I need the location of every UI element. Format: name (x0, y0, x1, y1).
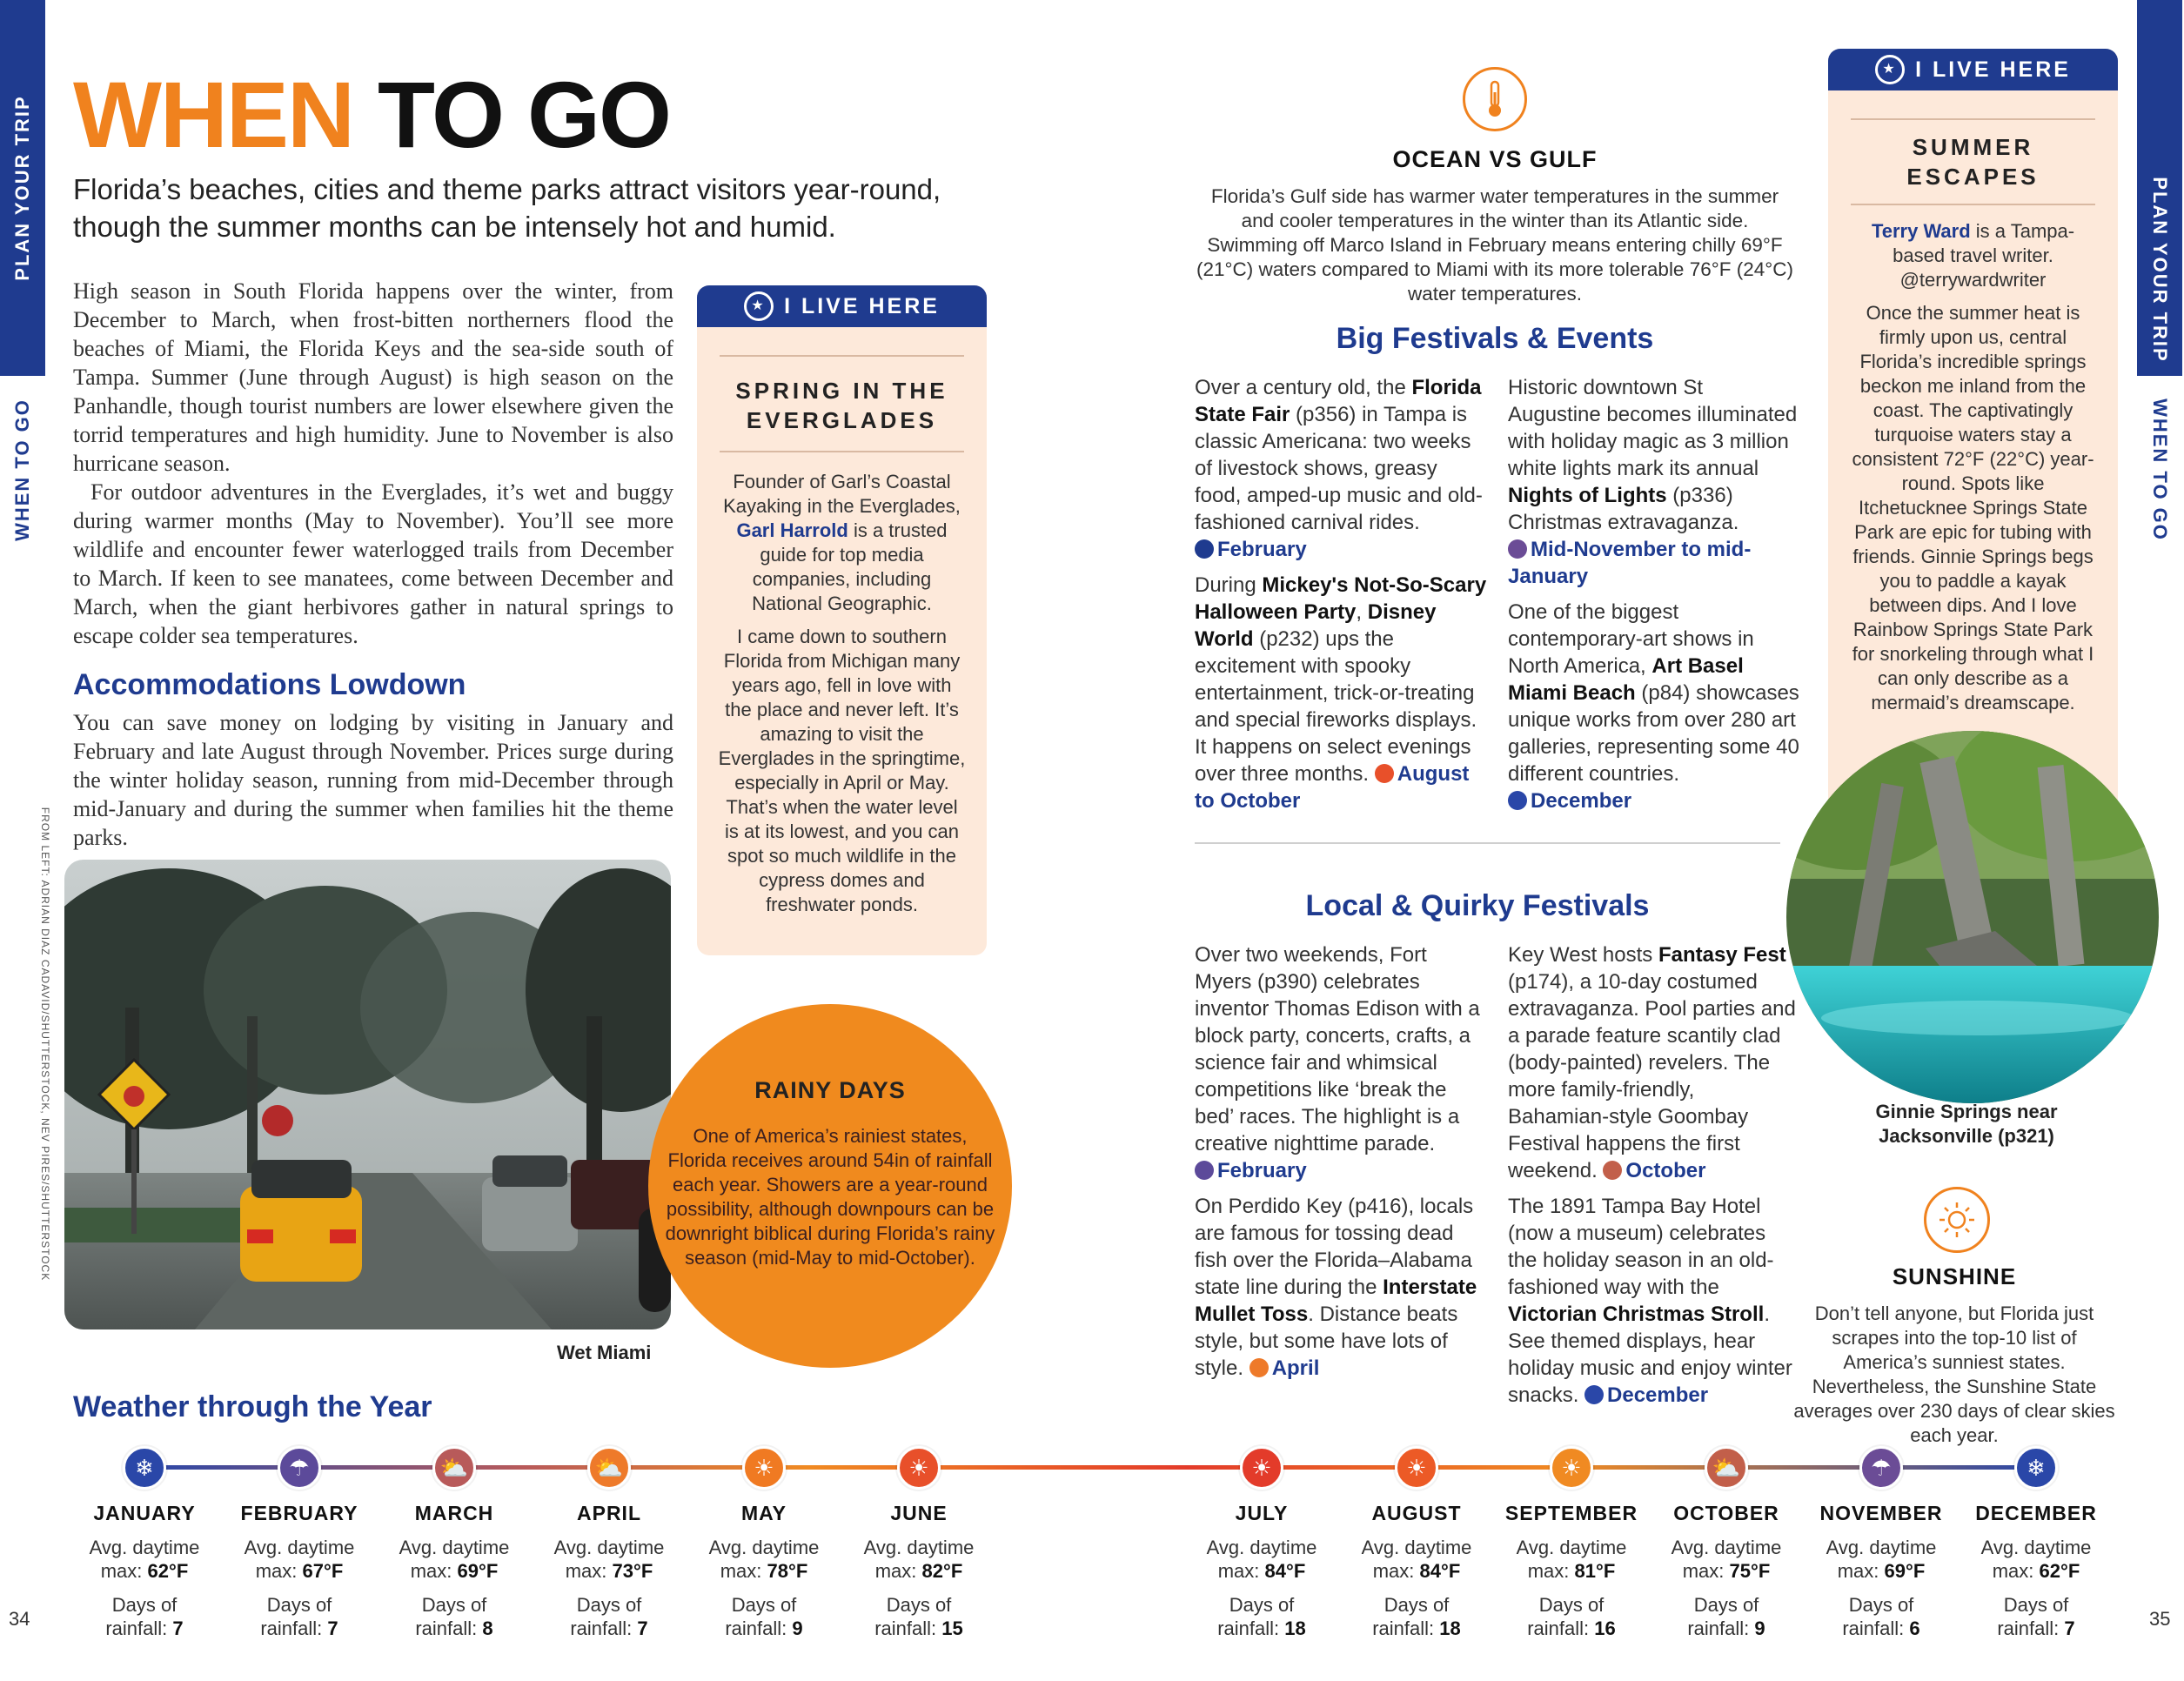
rain-days: Days of rainfall: 9 (725, 1594, 803, 1639)
festivals-divider (1195, 842, 1780, 844)
title-when: WHEN (73, 62, 353, 167)
avg-max-temp: Avg. daytime max: 84°F (1206, 1537, 1317, 1582)
date-august-october: August to October (1195, 762, 1470, 813)
weather-month-december (1962, 1502, 2110, 1640)
ginnie-springs-image (1786, 731, 2159, 1103)
weather-month-september (1497, 1502, 1645, 1640)
sun-icon: ☀ (742, 1446, 786, 1490)
nights-of-lights-item: Historic downtown St Augustine becomes illuminated with holiday magic as 3 million white lights mark its annual Nights of Lights (p336) Christmas extravaganza. Mid-November to mid-January (1508, 376, 1798, 588)
rain-days: Days of rainfall: 18 (1372, 1594, 1461, 1639)
date-december: December (1531, 789, 1632, 813)
avg-max-temp: Avg. daytime max: 62°F (89, 1537, 200, 1582)
live-here-quote: I came down to southern Florida from Michigan many years ago, fell in love with the place and never left. It’s amazing to visit the Everglades in the springtime, especially in April or May. That’s when the water level is at its lowest, and you can spot so much wildlife in the cypress domes and freshwater ponds. (718, 626, 966, 915)
live-here-header-label-2: I LIVE HERE (1915, 57, 2071, 82)
rain-days: Days of rainfall: 7 (1997, 1594, 2075, 1639)
page-number-right: 35 (2149, 1608, 2171, 1630)
live-here-intro: Founder of Garl’s Coastal Kayaking in the Everglades, (723, 471, 961, 517)
intro-paragraph-2: For outdoor adventures in the Everglades, it’s wet and buggy during warmer months (May to November). You’ll see more wildlife and encounter fewer waterlogged trails from December to March. If keen to see manatees, come between December and March, when the giant herbivores gather in natural springs to escape colder sea temperatures. (73, 479, 673, 648)
sun-icon: ☀ (1240, 1446, 1283, 1490)
live-here-title (697, 376, 987, 435)
rain-days: Days of rainfall: 15 (874, 1594, 963, 1639)
date-february: February (1217, 538, 1307, 561)
live-here-title-line2: EVERGLADES (746, 407, 938, 433)
month-name: NOVEMBER (1819, 1502, 1943, 1524)
ginnie-caption-line2: Jacksonville (p321) (1879, 1125, 2054, 1147)
weather-month-february (225, 1502, 373, 1640)
snowflake-date-icon (1508, 791, 1527, 810)
sun-cloud-date-icon (1249, 1358, 1269, 1377)
live-here-title-2-line2: ESCAPES (1906, 164, 2040, 190)
rain-days: Days of rainfall: 6 (1842, 1594, 1920, 1639)
sun-cloud-icon: ⛅ (1705, 1446, 1748, 1490)
lead-paragraph: Florida’s beaches, cities and theme parks attract visitors year-round, though the summer months can be intensely hot and humid. (73, 173, 941, 243)
terry-ward-name: Terry Ward (1871, 220, 1971, 242)
sunshine-title: SUNSHINE (1892, 1263, 2017, 1289)
weather-month-october (1652, 1502, 1800, 1640)
avg-max-temp: Avg. daytime max: 84°F (1361, 1537, 1472, 1582)
rain-cloud-icon: ☂ (1859, 1446, 1903, 1490)
month-name: AUGUST (1371, 1502, 1462, 1524)
wet-miami-photo (64, 860, 671, 1329)
date-april: April (1271, 1356, 1320, 1380)
ginnie-caption-line1: Ginnie Springs near (1875, 1101, 2058, 1122)
weather-month-june (845, 1502, 993, 1640)
christmas-stroll-item: The 1891 Tampa Bay Hotel (now a museum) celebrates the holiday season in an old-fashioned way with the Victorian Christmas Stroll. See themed displays, hear holiday music and enjoy winter snacks. December (1508, 1195, 1792, 1407)
title-to-go: TO GO (377, 62, 671, 167)
snowflake-icon: ❄ (123, 1446, 166, 1490)
weather-timeline (0, 1450, 2184, 1484)
thermometer-icon (1463, 67, 1527, 131)
accommodations-text: You can save money on lodging by visiting in January and February and late August through November. Prices surge during the winter holiday season, running from mid-December through mid-January and during the summer when families hit the theme parks. (73, 710, 673, 850)
timeline-bar (144, 1465, 2040, 1470)
live-here-title-2-line1: SUMMER (1912, 134, 2034, 160)
rain-days: Days of rainfall: 18 (1217, 1594, 1306, 1639)
avg-max-temp: Avg. daytime max: 67°F (244, 1537, 355, 1582)
card-rule-top-2 (1851, 118, 2095, 120)
month-name: FEBRUARY (240, 1502, 358, 1524)
snowflake-icon: ❄ (2014, 1446, 2058, 1490)
ginnie-springs-caption (1827, 1100, 2106, 1149)
right-side-tab-label: PLAN YOUR TRIP (2149, 177, 2171, 363)
rainy-days-text: One of America’s rainiest states, Florida receives around 54in of rainfall each year. Showers are a year-round possibility, although downpours can be downright biblical during Florida’s rainy season (mid-May to mid-October). (665, 1125, 995, 1269)
snowflake-date-icon (1195, 539, 1214, 559)
mullet-toss-item: On Perdido Key (p416), locals are famous for tossing dead fish over the Florida–Alabama state line during the Interstate Mullet Toss. Distance beats style, but some have lots of style. April (1195, 1195, 1477, 1380)
right-section-label: WHEN TO GO (2149, 398, 2171, 541)
photo-credit: FROM LEFT: ADRIAN DIAZ CADAVID/SHUTTERSTOCK, NEV PIRES/SHUTTERSTOCK (39, 807, 51, 1282)
page-number-left: 34 (9, 1608, 30, 1630)
live-here-body-2 (1828, 205, 2118, 715)
weather-month-july (1188, 1502, 1336, 1640)
sun-icon: ☀ (1550, 1446, 1593, 1490)
weather-month-january (70, 1502, 218, 1640)
sunshine-text: Don’t tell anyone, but Florida just scrapes into the top-10 list of America’s sunniest states. Nevertheless, the Sunshine State averages over 230 days of clear skies each year. (1793, 1303, 2115, 1446)
rain-days: Days of rainfall: 8 (415, 1594, 493, 1639)
sun-date-icon (1375, 764, 1394, 783)
halloween-party-item: During Mickey's Not-So-Scary Halloween Party, Disney World (p232) ups the excitement with spooky entertainment, trick-or-treating and special fireworks displays. It happens on select evenings over three months. August to October (1195, 573, 1487, 813)
snowflake-date-icon (1584, 1385, 1604, 1404)
live-here-title-2 (1828, 132, 2118, 191)
card-rule-top (720, 355, 964, 357)
avg-max-temp: Avg. daytime max: 82°F (863, 1537, 975, 1582)
rain-cloud-icon: ☂ (278, 1446, 321, 1490)
big-festivals-col-2 (1508, 374, 1800, 823)
month-name: JUNE (890, 1502, 948, 1524)
live-here-header-2 (1828, 49, 2118, 90)
sun-glyph (1938, 1201, 1976, 1239)
thermometer-glyph (1482, 80, 1508, 118)
rain-days: Days of rainfall: 7 (105, 1594, 184, 1639)
live-here-intro-2: is a Tampa-based travel writer. @terrywardwriter (1893, 220, 2075, 291)
month-name: APRIL (577, 1502, 641, 1524)
page-title (73, 62, 671, 167)
rain-days: Days of rainfall: 7 (260, 1594, 338, 1639)
rainy-days-title: RAINY DAYS (754, 1077, 906, 1103)
live-here-quote-2: Once the summer heat is firmly upon us, central Florida’s incredible springs beckon me inland from the coast. The captivatingly turquoise waters stay a consistent 72°F (22°C) year-round. Spots like Itchetucknee Springs State Park are epic for tubing with friends. Ginnie Springs begs you to paddle a kayak between dips. And I love Rainbow Springs State Park for snorkeling through what I can only describe as a mermaid’s dreamscape. (1852, 302, 2094, 713)
avg-max-temp: Avg. daytime max: 78°F (708, 1537, 820, 1582)
avg-max-temp: Avg. daytime max: 73°F (553, 1537, 665, 1582)
left-side-tab-label: PLAN YOUR TRIP (11, 95, 33, 281)
florida-state-fair-item: Over a century old, the Florida State Fair (p356) in Tampa is classic Americana: two weeks of livestock shows, greasy food, amped-up music and old-fashioned carnival rides. February (1195, 376, 1483, 561)
month-name: DECEMBER (1975, 1502, 2097, 1524)
sun-cloud-date-icon (1603, 1161, 1622, 1180)
badge-star-icon: ★ (744, 291, 774, 321)
live-here-intro-tail: is a trusted guide for top media companies, including National Geographic. (752, 519, 948, 614)
live-here-header (697, 285, 987, 327)
month-name: JANUARY (93, 1502, 196, 1524)
accommodations-heading: Accommodations Lowdown (73, 668, 466, 701)
month-name: OCTOBER (1673, 1502, 1779, 1524)
avg-max-temp: Avg. daytime max: 62°F (1980, 1537, 2092, 1582)
sun-icon: ☀ (1395, 1446, 1438, 1490)
avg-max-temp: Avg. daytime max: 81°F (1516, 1537, 1627, 1582)
wet-miami-caption: Wet Miami (557, 1342, 652, 1363)
wet-miami-image (64, 860, 671, 1329)
weather-month-august (1343, 1502, 1491, 1640)
edison-festival-item: Over two weekends, Fort Myers (p390) celebrates inventor Thomas Edison with a block party, concerts, crafts, a science fair and whimsical competitions like ‘break the bed’ races. The highlight is a creative nighttime parade. February (1195, 943, 1480, 1182)
ocean-vs-gulf-title: OCEAN VS GULF (1392, 146, 1598, 172)
sunshine-icon (1924, 1187, 1990, 1253)
rain-date-icon (1195, 1161, 1214, 1180)
weather-heading: Weather through the Year (73, 1390, 432, 1423)
live-here-body (697, 452, 987, 917)
date-october: October (1625, 1159, 1706, 1182)
avg-max-temp: Avg. daytime max: 69°F (399, 1537, 510, 1582)
big-festivals-heading: Big Festivals & Events (1336, 322, 1654, 355)
intro-paragraph-1: High season in South Florida happens over the winter, from December to March, when frost-bitten northerners flood the beaches of Miami, the Florida Keys and the sea-side south of Tampa. Summer (June through August) is high season on the Panhandle, though tourist numbers are lower elsewhere given the torrid temperatures and high humidity. June to November is also hurricane season. (73, 278, 673, 476)
intro-text (73, 277, 673, 650)
sun-cloud-icon: ⛅ (432, 1446, 476, 1490)
date-mid-november: Mid-November to mid-January (1508, 538, 1752, 588)
weather-month-march (380, 1502, 528, 1640)
date-december: December (1607, 1383, 1709, 1407)
month-name: JULY (1235, 1502, 1289, 1524)
weather-month-november (1807, 1502, 1955, 1640)
local-festivals-col-1 (1195, 941, 1487, 1390)
badge-star-icon: ★ (1875, 55, 1905, 84)
month-name: SEPTEMBER (1504, 1502, 1638, 1524)
ocean-vs-gulf-text: Florida’s Gulf side has warmer water temperatures in the summer and cooler temperatures in the winter than its Atlantic side. Swimming off Marco Island in February means entering chilly 69°F (21°C) waters compared to Miami with its more tolerable 76°F (24°C) water temperatures. (1196, 185, 1793, 305)
rain-date-icon (1508, 539, 1527, 559)
fantasy-fest-item: Key West hosts Fantasy Fest (p174), a 10-day costumed extravaganza. Pool parties and a parade feature scantily clad (body-painted) revelers. The more family-friendly, Bahamian-style Goombay Festival happens the first weekend. October (1508, 943, 1796, 1182)
sun-icon: ☀ (897, 1446, 941, 1490)
live-here-title-line1: SPRING IN THE (735, 378, 948, 404)
month-name: MARCH (414, 1502, 494, 1524)
rain-days: Days of rainfall: 9 (1687, 1594, 1765, 1639)
date-february: February (1217, 1159, 1307, 1182)
ginnie-springs-photo (1786, 731, 2159, 1103)
sun-cloud-icon: ⛅ (587, 1446, 631, 1490)
rain-days: Days of rainfall: 7 (570, 1594, 648, 1639)
live-here-card-everglades (697, 285, 987, 955)
garl-harrold-name: Garl Harrold (736, 519, 848, 541)
art-basel-item: One of the biggest contemporary-art shows in North America, Art Basel Miami Beach (p84) showcases unique works from over 280 art galleries, representing some 40 different countries. December (1508, 600, 1799, 813)
local-festivals-heading: Local & Quirky Festivals (1305, 889, 1650, 922)
local-festivals-col-2 (1508, 941, 1800, 1417)
weather-month-may (690, 1502, 838, 1640)
big-festivals-col-1 (1195, 374, 1487, 823)
live-here-header-label: I LIVE HERE (784, 293, 940, 318)
rain-days: Days of rainfall: 16 (1527, 1594, 1616, 1639)
month-name: MAY (741, 1502, 787, 1524)
weather-month-april (535, 1502, 683, 1640)
avg-max-temp: Avg. daytime max: 69°F (1826, 1537, 1937, 1582)
left-section-label: WHEN TO GO (11, 398, 33, 541)
avg-max-temp: Avg. daytime max: 75°F (1671, 1537, 1782, 1582)
